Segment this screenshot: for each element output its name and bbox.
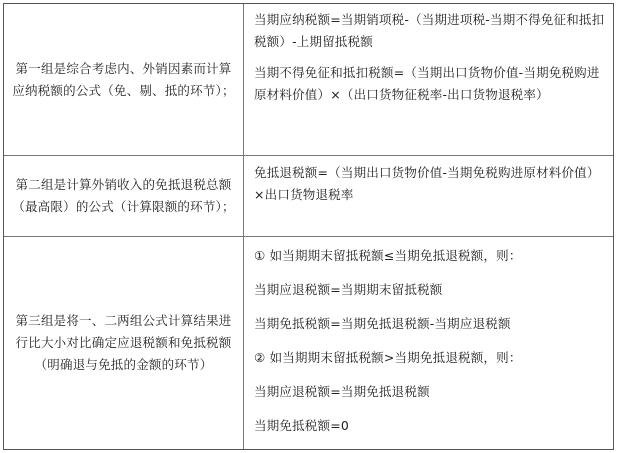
- formula-cell: [244, 237, 613, 449]
- formula-cell: [244, 156, 613, 236]
- row-description-cell: [4, 237, 244, 449]
- row-description: 第一组是综合考虑内、外销因素而计算应纳税额的公式（免、剔、抵的环节）；: [12, 60, 235, 98]
- formula-line: ② 如当期期末留抵税额>当期免抵退税额，则：: [254, 350, 522, 365]
- formula-table: [3, 3, 614, 450]
- formula-line: 当期免抵税额=当期免抵退税额-当期应退税额: [254, 316, 511, 331]
- table-row: [4, 237, 613, 449]
- formula-cell: [244, 4, 613, 155]
- formula-line: 当期应退税额=当期期末留抵税额: [254, 282, 443, 297]
- row-description: 第三组是将一、二两组公式计算结果进行比大小对比确定应退税额和免抵税额（明确退与免抵的金额的环节）: [15, 313, 232, 372]
- table-row: [4, 4, 613, 156]
- formula-line: 当期应退税额=当期免抵退税额: [254, 384, 430, 399]
- formula-line: 当期应纳税额=当期销项税-（当期进项税-当期不得免征和抵扣税额）-上期留抵税额: [254, 12, 605, 49]
- formula-line: 当期免抵税额=0: [254, 418, 350, 433]
- table-row: [4, 156, 613, 237]
- formula-line: 免抵退税额=（当期出口货物价值-当期免税购进原材料价值）×出口货物退税率: [254, 165, 600, 202]
- formula-line: ① 如当期期末留抵税额≤当期免抵退税额，则：: [254, 248, 522, 263]
- row-description-cell: [4, 156, 244, 236]
- row-description-cell: [4, 4, 244, 155]
- row-description: 第二组是计算外销收入的免抵退税总额（最高限）的公式（计算限额的环节）；: [12, 177, 235, 214]
- formula-line: 当期不得免征和抵扣税额=（当期出口货物价值-当期免税购进原材料价值）×（出口货物征税率-出口货物退税率）: [254, 65, 600, 102]
